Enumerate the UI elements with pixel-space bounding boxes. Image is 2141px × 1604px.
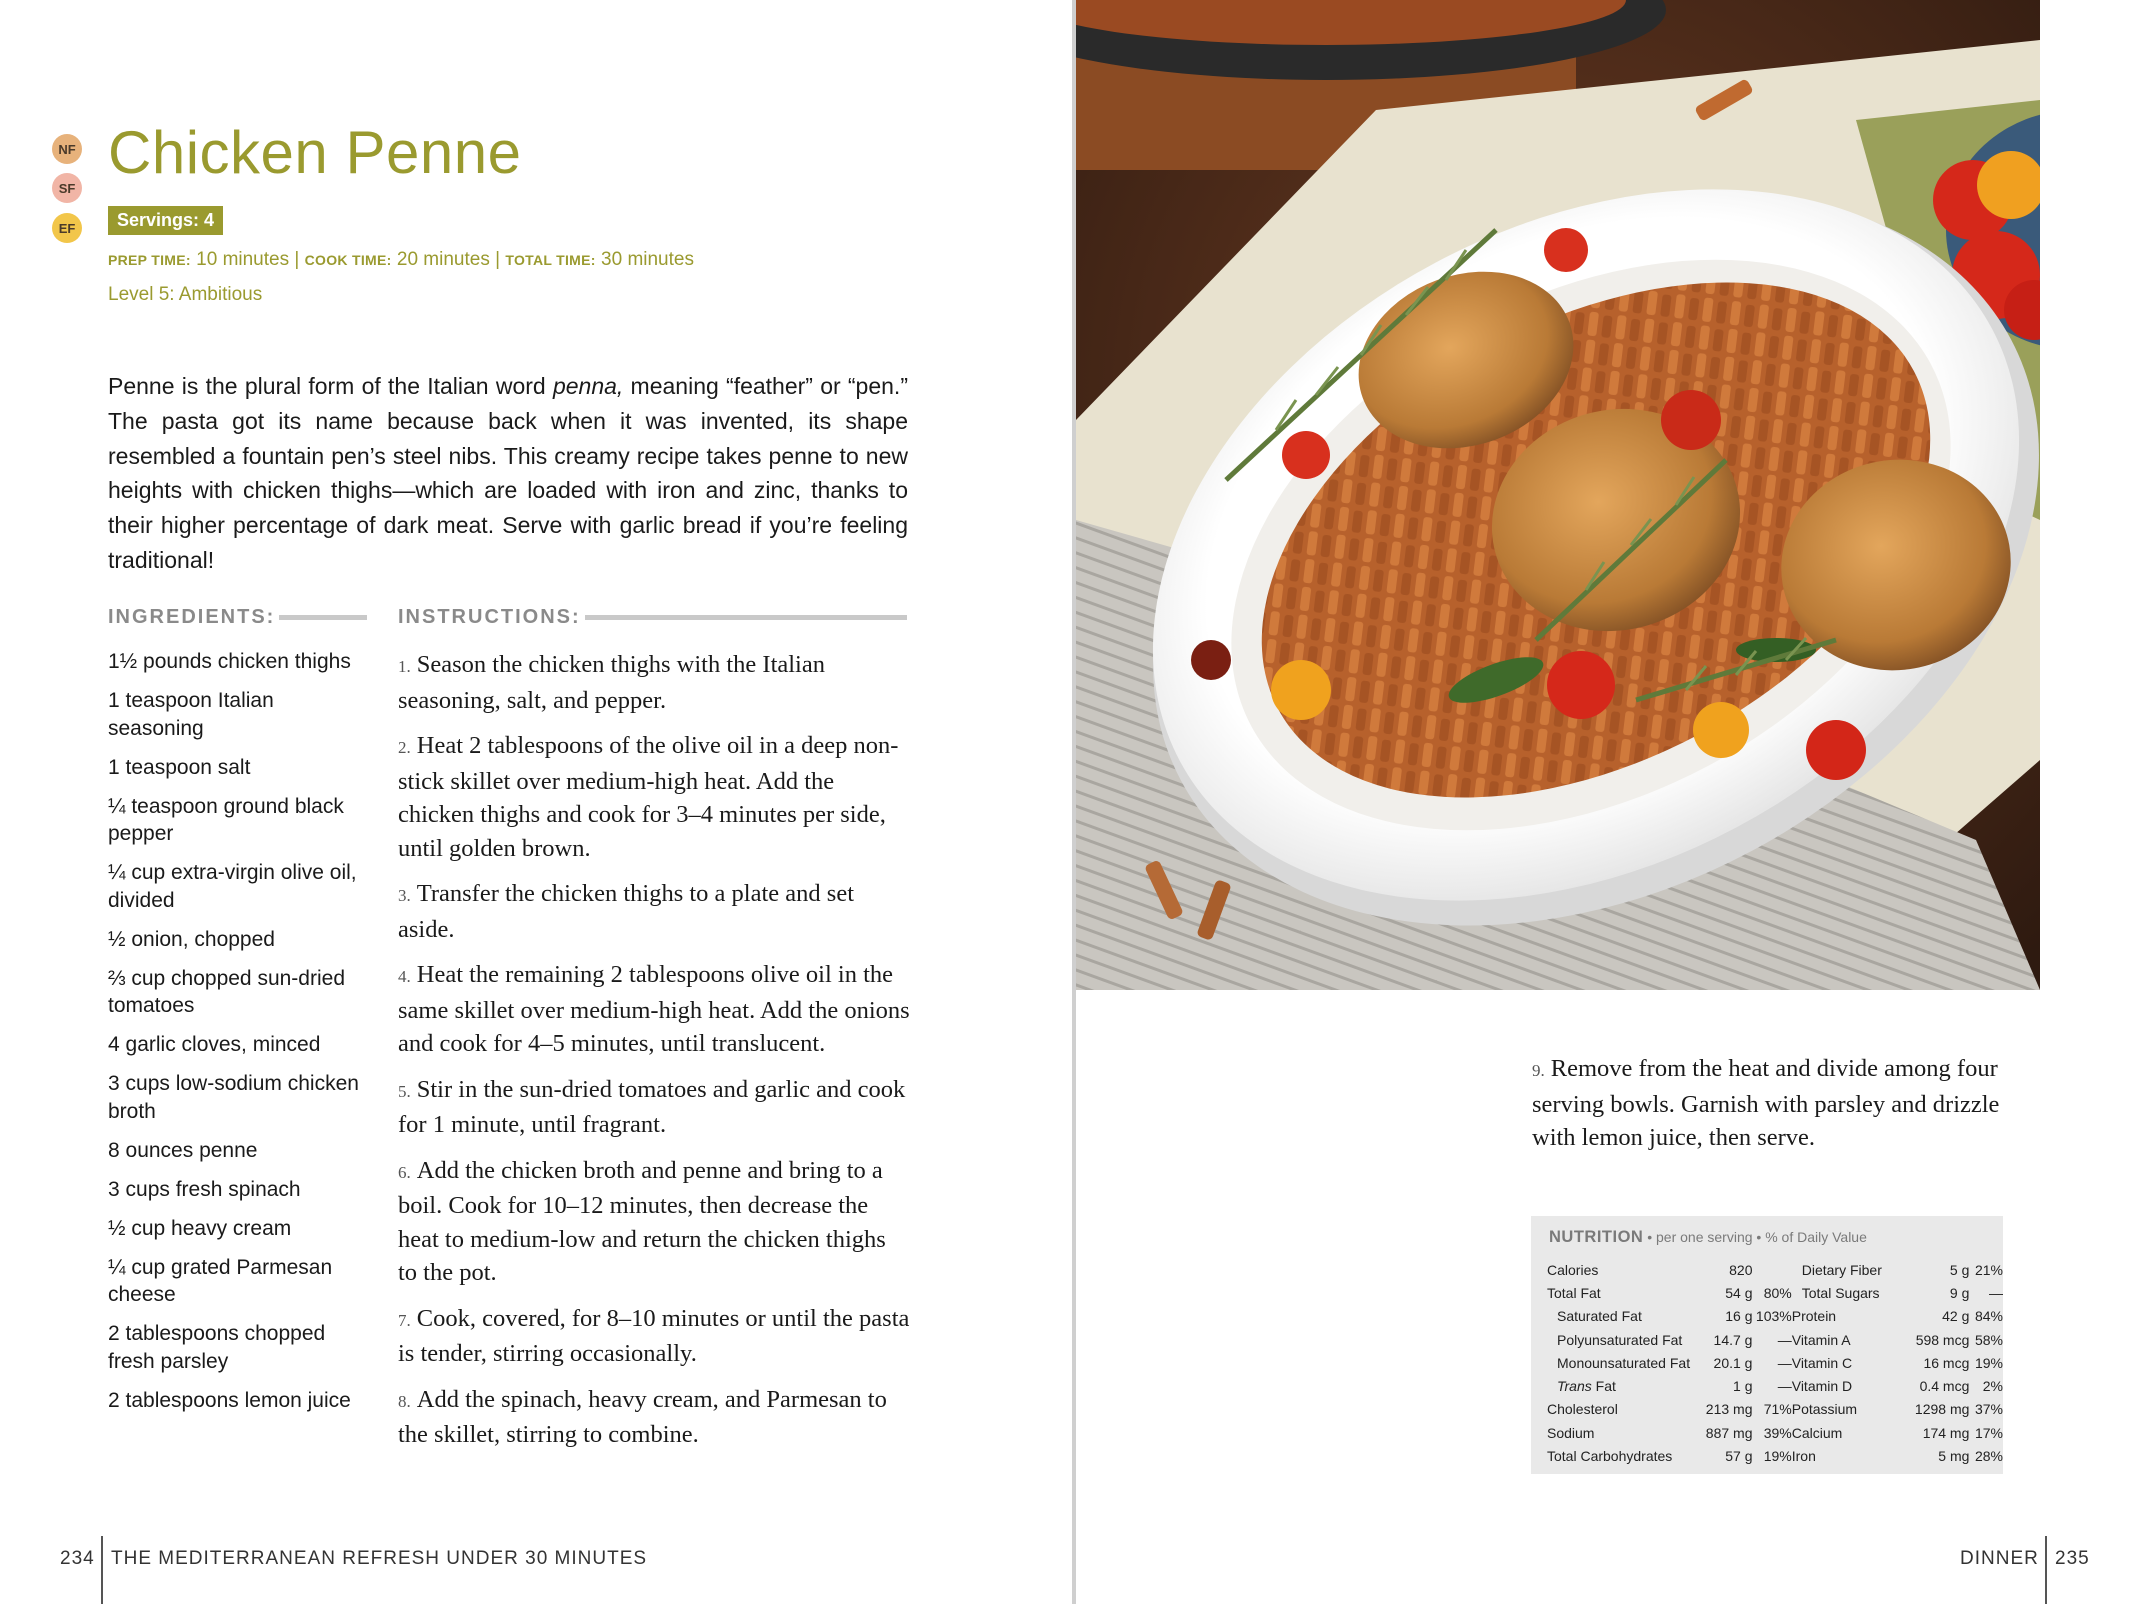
folio-divider	[101, 1536, 103, 1604]
nutrient-amount: 1298 mg	[1914, 1401, 1970, 1418]
heading-rule	[279, 615, 367, 620]
instruction-step	[1532, 1052, 2042, 1155]
intro-emphasis: penna,	[552, 373, 624, 399]
ingredient-item: 4 garlic cloves, minced	[108, 1033, 321, 1056]
nutrient-amount: 9 g	[1949, 1284, 1970, 1301]
nutrient-name: Vitamin A	[1791, 1331, 1851, 1348]
instruction-step	[398, 1383, 910, 1452]
intro-text: meaning “feather” or “pen.” The pasta got its name because back when it was invented, its shape resembled a fountain pen’s steel nibs. This creamy recipe takes penne to new heights with chicken thighs—which are loaded with iron and zinc, thanks to their higher percentage of dark meat. Serve with garlic bread if you’re feeling traditional!	[108, 373, 908, 573]
nutrient-name: Total Fat	[1547, 1284, 1601, 1301]
right-page	[1076, 0, 2141, 1604]
nutrition-title: NUTRITION	[1549, 1228, 1644, 1246]
nutrition-panel	[1531, 1216, 2003, 1474]
nutrient-amount: 887 mg	[1705, 1424, 1753, 1441]
ingredient-item: 2 tablespoons lemon juice	[108, 1388, 351, 1412]
ingredient-item: 1 teaspoon Italian seasoning	[108, 689, 274, 740]
nutrient-daily-value: 39%	[1763, 1424, 1792, 1441]
instruction-step	[398, 648, 910, 717]
nutrition-row	[1547, 1374, 2003, 1397]
step-number: 1.	[398, 657, 411, 676]
nutrition-row	[1547, 1421, 2003, 1444]
nutrient-amount: 5 g	[1949, 1261, 1970, 1278]
step-number: 8.	[398, 1391, 411, 1411]
step-number: 2.	[398, 738, 411, 757]
nutrient-name: Sodium	[1547, 1424, 1595, 1441]
instructions-list	[398, 648, 910, 1464]
nutrient-amount: 57 g	[1725, 1448, 1753, 1465]
book-title: THE MEDITERRANEAN REFRESH UNDER 30 MINUTES	[111, 1548, 648, 1569]
nut-free-badge: NF	[52, 134, 82, 164]
nutrient-name: Trans Fat	[1557, 1378, 1616, 1395]
nutrient-daily-value: 103%	[1755, 1308, 1792, 1325]
nutrient-daily-value: —	[1777, 1331, 1792, 1348]
nutrient-daily-value: 17%	[1974, 1424, 2003, 1441]
soy-free-badge: SF	[52, 173, 82, 203]
ingredients-list	[108, 648, 368, 1426]
recipe-intro	[108, 369, 908, 578]
ingredient-item: 2 tablespoons chopped fresh parsley	[108, 1322, 326, 1373]
instruction-step	[398, 1154, 910, 1290]
nutrient-amount: 16 mcg	[1923, 1354, 1970, 1371]
nutrient-daily-value: 58%	[1974, 1331, 2003, 1348]
nutrient-amount: 20.1 g	[1713, 1354, 1753, 1371]
nutrition-heading	[1549, 1228, 1867, 1247]
section-title: DINNER	[1960, 1548, 2039, 1569]
step-text: Stir in the sun-dried tomatoes and garlic and cook for 1 minute, until fragrant.	[398, 1075, 906, 1138]
nutrient-name: Calories	[1547, 1261, 1599, 1278]
nutrient-amount: 213 mg	[1705, 1401, 1753, 1418]
instructions-heading	[398, 606, 907, 629]
instruction-step	[398, 1073, 910, 1142]
ingredient-item: ½ onion, chopped	[108, 927, 275, 951]
ingredient-item: ⅔ cup chopped sun-dried tomatoes	[108, 966, 345, 1017]
nutrient-name: Total Sugars	[1801, 1284, 1880, 1301]
intro-text: Penne is the plural form of the Italian word	[108, 373, 553, 399]
nutrient-daily-value	[1752, 1258, 1791, 1281]
nutrition-table	[1547, 1258, 2003, 1468]
nutrient-name: Iron	[1791, 1448, 1816, 1465]
instruction-step	[398, 729, 910, 865]
nutrient-daily-value: 71%	[1763, 1401, 1792, 1418]
chicken-penne-illustration	[1076, 0, 2040, 990]
nutrient-name: Polyunsaturated Fat	[1557, 1331, 1683, 1348]
nutrient-name: Saturated Fat	[1557, 1308, 1642, 1325]
ingredients-heading	[108, 606, 367, 629]
step-text: Remove from the heat and divide among four serving bowls. Garnish with parsley and drizzle with lemon juice, then serve.	[1532, 1055, 2000, 1151]
nutrient-daily-value: —	[1989, 1284, 2003, 1301]
nutrient-name: Calcium	[1791, 1424, 1843, 1441]
nutrient-name: Vitamin C	[1791, 1354, 1853, 1371]
time-separator: |	[289, 249, 305, 270]
nutrition-subtitle: • per one serving • % of Daily Value	[1643, 1229, 1867, 1245]
nutrient-daily-value: 19%	[1974, 1354, 2003, 1371]
instruction-step	[398, 877, 910, 946]
step-number: 3.	[398, 886, 411, 905]
ingredient-item: 1 teaspoon salt	[108, 755, 251, 779]
step-text: Transfer the chicken thighs to a plate and set aside.	[398, 880, 855, 943]
nutrient-name: Vitamin D	[1791, 1378, 1853, 1395]
step-number: 4.	[398, 967, 411, 986]
nutrient-amount: 0.4 mcg	[1919, 1378, 1970, 1395]
nutrient-amount: 820	[1729, 1261, 1753, 1278]
folio-divider	[2045, 1536, 2047, 1604]
left-page-number: 234	[60, 1548, 95, 1569]
step-text: Cook, covered, for 8–10 minutes or until the pasta is tender, stirring occasionally.	[398, 1304, 910, 1367]
ingredient-item: ¼ cup extra-virgin olive oil, divided	[108, 861, 357, 912]
total-time-label: TOTAL TIME:	[505, 252, 596, 268]
step-number: 6.	[398, 1162, 411, 1182]
cook-time-label: COOK TIME:	[304, 252, 392, 268]
ingredient-item: 8 ounces penne	[108, 1138, 258, 1162]
nutrient-amount: 5 mg	[1938, 1448, 1970, 1465]
time-separator: |	[489, 249, 506, 270]
ingredient-item: 1½ pounds chicken thighs	[108, 650, 351, 673]
ingredient-item: ¼ cup grated Parmesan cheese	[108, 1255, 333, 1306]
nutrient-daily-value: 28%	[1974, 1448, 2003, 1465]
nutrition-row	[1547, 1398, 2003, 1421]
recipe-title: Chicken Penne	[108, 119, 522, 186]
nutrient-daily-value: 84%	[1974, 1308, 2003, 1325]
nutrient-amount: 14.7 g	[1713, 1331, 1753, 1348]
ingredient-item: ½ cup heavy cream	[108, 1216, 292, 1240]
recipe-times	[108, 249, 694, 271]
nutrient-daily-value: 19%	[1763, 1448, 1792, 1465]
ingredient-item: 3 cups fresh spinach	[108, 1177, 301, 1201]
nutrient-name: Potassium	[1791, 1401, 1858, 1418]
nutrient-amount: 598 mcg	[1915, 1331, 1970, 1348]
nutrient-amount: 174 mg	[1922, 1424, 1970, 1441]
nutrition-row	[1547, 1351, 2003, 1374]
step-number: 5.	[398, 1081, 411, 1101]
heading-rule	[585, 615, 907, 620]
step-text: Heat 2 tablespoons of the olive oil in a deep non-stick skillet over medium-high heat. Add the chicken thighs and cook for 3–4 minutes per side, until golden brown.	[398, 732, 899, 862]
prep-time-value: 10 minutes	[196, 249, 290, 270]
step-number: 9.	[1532, 1061, 1545, 1080]
instruction-step	[398, 1302, 910, 1371]
total-time-value: 30 minutes	[601, 249, 694, 270]
step-text: Add the chicken broth and penne and bring to a boil. Cook for 10–12 minutes, then decrease the heat to medium-low and return the chicken thighs to the pot.	[398, 1156, 886, 1286]
nutrient-daily-value: —	[1777, 1378, 1792, 1395]
ingredient-item: ¼ teaspoon ground black pepper	[108, 794, 344, 845]
nutrient-amount: 16 g	[1725, 1308, 1753, 1325]
instructions-heading-text: INSTRUCTIONS:	[398, 606, 581, 628]
nutrition-row	[1547, 1281, 2003, 1304]
step-text: Add the spinach, heavy cream, and Parmesan to the skillet, stirring to combine.	[398, 1385, 887, 1448]
servings-tag: Servings: 4	[108, 206, 223, 235]
right-page-number: 235	[2055, 1548, 2090, 1569]
prep-time-label: PREP TIME:	[108, 252, 191, 268]
nutrition-row	[1547, 1305, 2003, 1328]
step-number: 7.	[398, 1310, 411, 1330]
step-text: Season the chicken thighs with the Italian seasoning, salt, and pepper.	[398, 651, 825, 714]
ingredients-heading-text: INGREDIENTS:	[108, 606, 276, 628]
nutrient-name: Monounsaturated Fat	[1557, 1354, 1691, 1371]
step-text: Heat the remaining 2 tablespoons olive oil in the same skillet over medium-high heat. Add the onions and cook for 4–5 minutes, until translucent.	[398, 961, 910, 1057]
nutrition-row	[1547, 1258, 2003, 1281]
nutrient-daily-value: 37%	[1974, 1401, 2003, 1418]
nutrient-name: Dietary Fiber	[1801, 1261, 1882, 1278]
recipe-photo	[1076, 0, 2040, 990]
instruction-step	[398, 958, 910, 1061]
nutrition-row	[1547, 1328, 2003, 1351]
nutrient-name: Protein	[1791, 1308, 1837, 1325]
cook-time-value: 20 minutes	[396, 249, 490, 270]
nutrient-amount: 54 g	[1725, 1284, 1753, 1301]
nutrient-daily-value: 2%	[1982, 1378, 2003, 1395]
ingredient-item: 3 cups low-sodium chicken broth	[108, 1072, 359, 1123]
nutrient-daily-value: 21%	[1974, 1261, 2003, 1278]
nutrient-amount: 42 g	[1942, 1308, 1970, 1325]
nutrient-amount: 1 g	[1733, 1378, 1753, 1395]
nutrient-name: Cholesterol	[1547, 1401, 1618, 1418]
difficulty-level: Level 5: Ambitious	[108, 284, 263, 305]
nutrient-name: Total Carbohydrates	[1547, 1448, 1673, 1465]
nutrient-daily-value: —	[1777, 1354, 1792, 1371]
nutrition-row	[1547, 1444, 2003, 1467]
nutrient-daily-value: 80%	[1763, 1284, 1792, 1301]
egg-free-badge: EF	[52, 213, 82, 243]
